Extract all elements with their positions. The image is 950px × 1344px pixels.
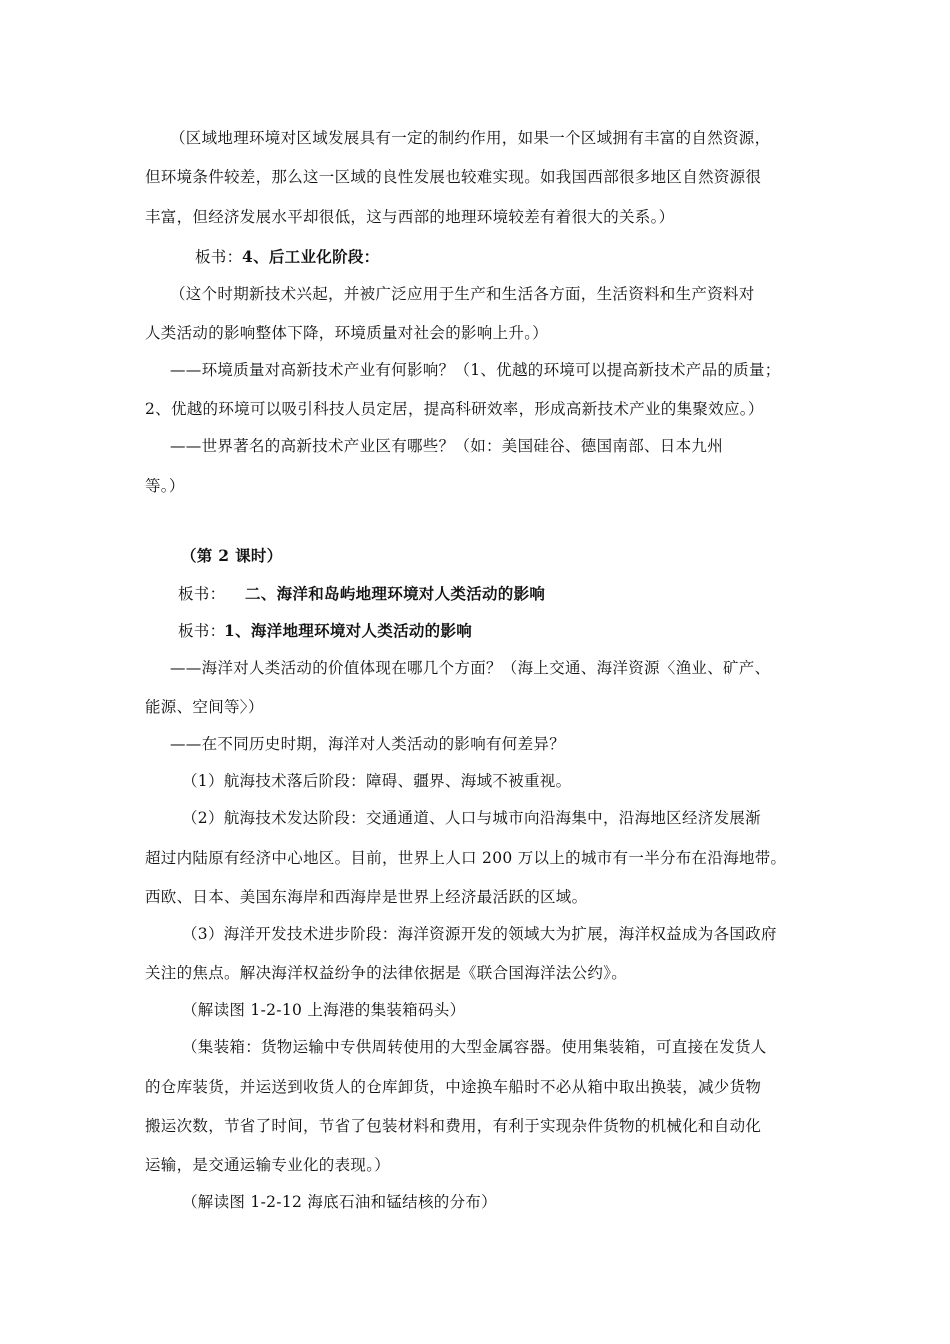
paragraph-line: 丰富，但经济发展水平却很低，这与西部的地理环境较差有着很大的关系。） [145, 208, 675, 226]
stage-line: （1）航海技术落后阶段：障碍、疆界、海域不被重视。 [182, 772, 572, 790]
stage-line: （3）海洋开发技术进步阶段：海洋资源开发的领域大为扩展，海洋权益成为各国政府 [182, 925, 777, 943]
paragraph-line: 西欧、日本、美国东海岸和西海岸是世界上经济最活跃的区域。 [145, 888, 588, 906]
paragraph-line: 能源、空间等〉） [145, 698, 264, 716]
figure-reference: （解读图 1-2-10 上海港的集装箱码头） [182, 1001, 466, 1019]
subsection-heading: 1、海洋地理环境对人类活动的影响 [224, 621, 473, 640]
stage-line: （2）航海技术发达阶段：交通通道、人口与城市向沿海集中，沿海地区经济发展渐 [182, 809, 761, 827]
paragraph-line: （集装箱：货物运输中专供周转使用的大型金属容器。使用集装箱，可直接在发货人 [182, 1038, 767, 1056]
board-label: 板书： [195, 248, 243, 266]
question-line: ——环境质量对高新技术产业有何影响？（1、优越的环境可以提高新技术产品的质量； [170, 361, 781, 379]
paragraph-line: 但环境条件较差，那么这一区域的良性发展也较难实现。如我国西部很多地区自然资源很 [145, 168, 762, 186]
board-heading: 4、后工业化阶段： [242, 247, 380, 266]
section-heading: 二、海洋和岛屿地理环境对人类活动的影响 [245, 584, 546, 603]
paragraph-line: 超过内陆原有经济中心地区。目前，世界上人口 200 万以上的城市有一半分布在沿海地带。 [145, 849, 787, 867]
paragraph-line: 关注的焦点。解决海洋权益纷争的法律依据是《联合国海洋法公约》。 [145, 964, 628, 982]
board-label: 板书： [178, 585, 226, 603]
lesson-heading: （第 2 课时） [181, 546, 283, 565]
question-line: ——世界著名的高新技术产业区有哪些？（如：美国硅谷、德国南部、日本九州 [170, 437, 724, 455]
paragraph-line: 运输，是交通运输专业化的表现。） [145, 1156, 391, 1174]
paragraph-line: 搬运次数，节省了时间，节省了包装材料和费用，有利于实现杂件货物的机械化和自动化 [145, 1117, 762, 1135]
paragraph-line: （这个时期新技术兴起，并被广泛应用于生产和生活各方面，生活资料和生产资料对 [170, 285, 755, 303]
paragraph-line: 人类活动的影响整体下降，环境质量对社会的影响上升。） [145, 324, 549, 342]
question-line: ——在不同历史时期，海洋对人类活动的影响有何差异？ [170, 735, 566, 753]
paragraph-line: 2、优越的环境可以吸引科技人员定居，提高科研效率，形成高新技术产业的集聚效应。） [145, 400, 764, 418]
paragraph-line: 等。） [145, 477, 185, 495]
question-line: ——海洋对人类活动的价值体现在哪几个方面？（海上交通、海洋资源〈渔业、矿产、 [170, 659, 771, 677]
figure-reference: （解读图 1-2-12 海底石油和锰结核的分布） [182, 1193, 497, 1211]
paragraph-line: （区域地理环境对区域发展具有一定的制约作用，如果一个区域拥有丰富的自然资源， [170, 129, 771, 147]
paragraph-line: 的仓库装货，并运送到收货人的仓库卸货，中途换车船时不必从箱中取出换装，减少货物 [145, 1078, 762, 1096]
board-label: 板书： [178, 622, 226, 640]
